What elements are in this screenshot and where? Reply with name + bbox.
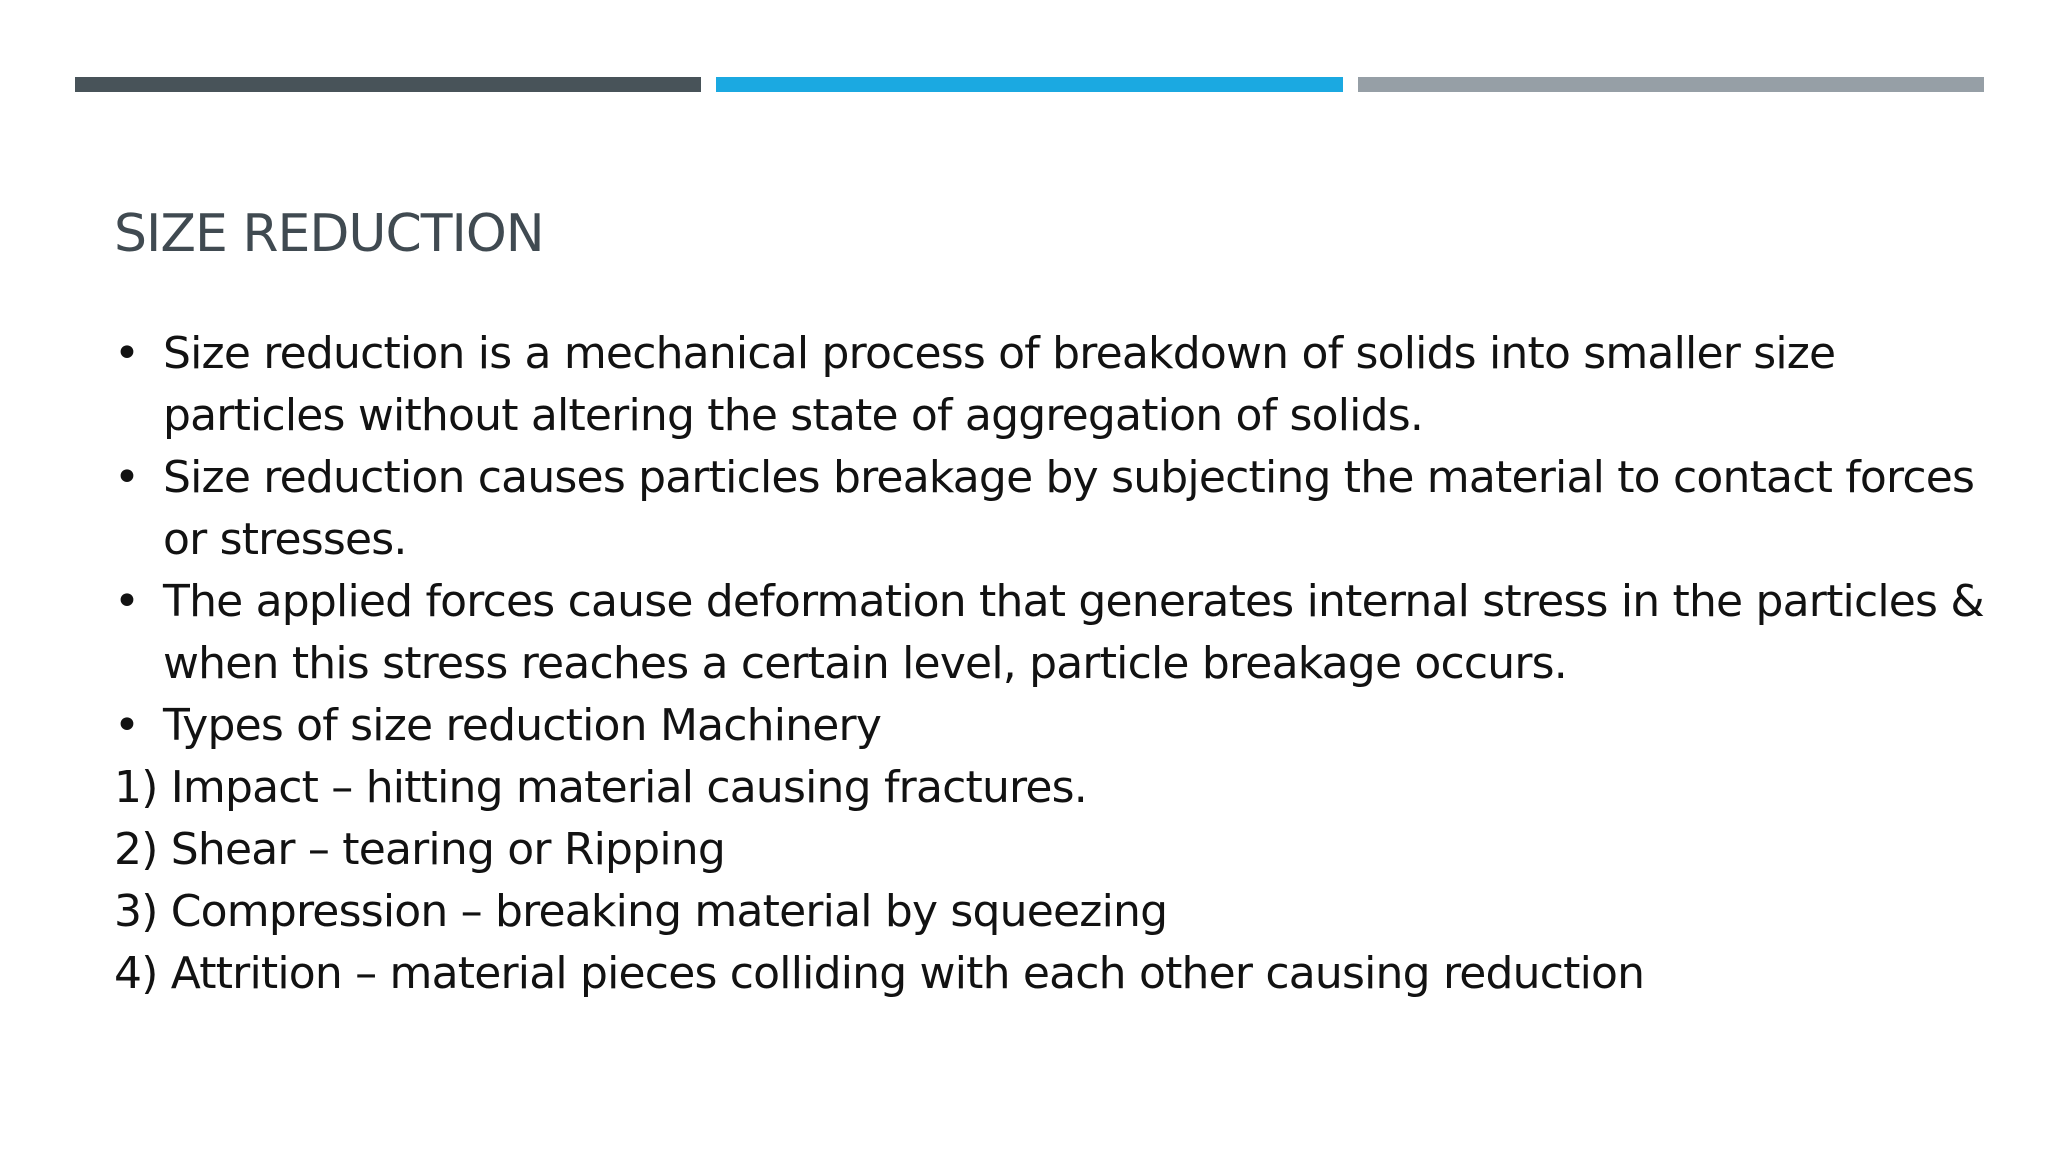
machinery-type-item: 1) Impact – hitting material causing fractures. [114, 762, 1087, 813]
machinery-type-item: 3) Compression – breaking material by squeezing [114, 886, 1168, 937]
machinery-type-item: 4) Attrition – material pieces colliding with each other causing reduction [114, 948, 1645, 999]
bullet-item [114, 695, 1994, 757]
bullet-text: Size reduction is a mechanical process of breakdown of solids into smaller size particles without altering the state of aggregation of solids. [163, 328, 1836, 441]
bullet-item [114, 571, 1994, 695]
bullet-text: The applied forces cause deformation that generates internal stress in the particles & when this stress reaches a certain level, particle breakage occurs. [163, 576, 1984, 689]
machinery-types-list [114, 757, 1994, 1005]
accent-bar-blue [716, 77, 1343, 92]
bullet-text: Types of size reduction Machinery [163, 700, 882, 751]
machinery-type-item: 2) Shear – tearing or Ripping [114, 824, 725, 875]
bullet-icon: • [114, 328, 140, 379]
slide-body [114, 323, 1994, 1005]
accent-bar-gray [1358, 77, 1984, 92]
bullet-item [114, 447, 1994, 571]
bullet-list [114, 323, 1994, 757]
bullet-icon: • [114, 576, 140, 627]
slide-title: SIZE REDUCTION [114, 204, 544, 264]
accent-bar-dark [75, 77, 701, 92]
bullet-icon: • [114, 700, 140, 751]
bullet-text: Size reduction causes particles breakage by subjecting the material to contact forces or stresses. [163, 452, 1975, 565]
bullet-icon: • [114, 452, 140, 503]
bullet-item [114, 323, 1994, 447]
